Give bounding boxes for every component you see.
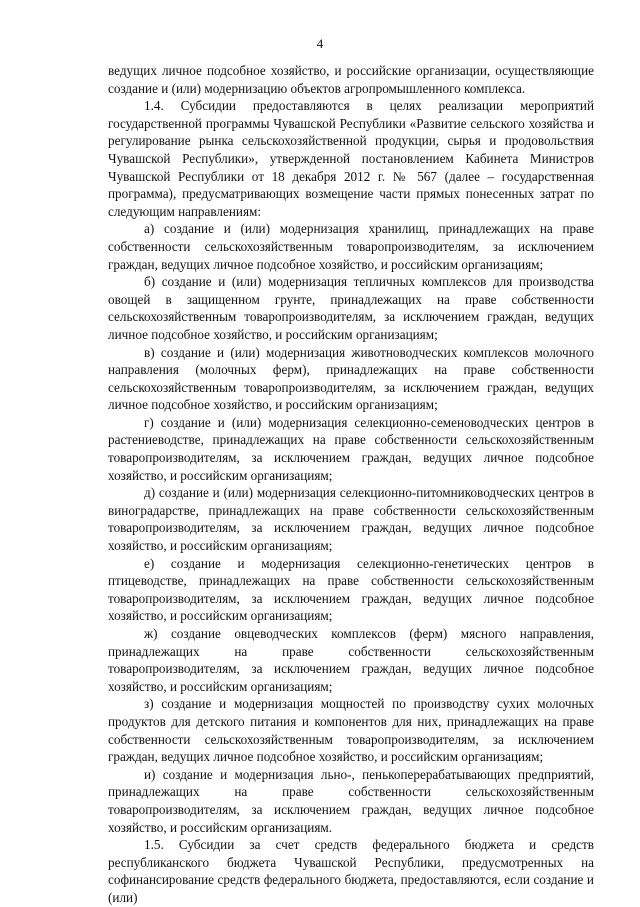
list-item-g: г) создание и (или) модернизация селекционно-семеноводческих центров в растениеводстве, принадлежащих на праве собственности сельскохозяйственным товаропроизводителям, за исключением граждан, ведущих личное подсобное хозяйство, и российским организациям; — [108, 414, 594, 483]
list-item-e: е) создание и модернизация селекционно-генетических центров в птицеводстве, принадлежащих на праве собственности сельскохозяйственным товаропроизводителям, за исключением граждан, ведущих личное подсобное хозяйство, и российским организациям; — [108, 555, 594, 624]
list-item-d: д) создание и (или) модернизация селекционно-питомниководческих центров в виноградарстве, принадлежащих на праве собственности сельскохозяйственным товаропроизводителям, за исключением граждан, ведущих личное подсобное хозяйство, и российским организациям; — [108, 485, 594, 554]
list-item-i: и) создание и модернизация льно-, пенькоперерабатывающих предприятий, принадлежащих на праве собственности сельскохозяйственным товаропроизводителям, за исключением граждан, ведущих личное подсобное хозяйство, и российским организациям. — [108, 766, 594, 835]
paragraph-intro-continuation: ведущих личное подсобное хозяйство, и российские организации, осуществляющие создание и (или) модернизацию объектов агропромышленного комплекса. — [108, 63, 594, 96]
list-item-z: з) создание и модернизация мощностей по производству сухих молочных продуктов для детского питания и компонентов для них, принадлежащих на праве собственности сельскохозяйственным товаропроизводителям, за исключением граждан, ведущих личное подсобное хозяйство, и российским организациям; — [108, 696, 594, 765]
list-item-v: в) создание и (или) модернизация животноводческих комплексов молочного направления (молочных ферм), принадлежащих на праве собственности сельскохозяйственным товаропроизводителям, за исключением граждан, ведущих личное подсобное хозяйство, и российским организациям; — [108, 344, 594, 413]
document-body — [108, 62, 594, 907]
page-number: 4 — [316, 36, 324, 51]
paragraph-1-4: 1.4. Субсидии предоставляются в целях реализации мероприятий государственной программы Чувашской Республики «Развитие сельского хозяйства и регулирование рынка сельскохозяйственной продукции, сырья и продовольствия Чувашской Республики», утвержденной постановлением Кабинета Министров Чувашской Республики от 18 декабря 2012 г. № 567 (далее – государственная программа), предусматривающих возмещение части прямых понесенных затрат по следующим направлениям: — [108, 98, 594, 219]
list-item-b: б) создание и (или) модернизация тепличных комплексов для производства овощей в защищенном грунте, принадлежащих на праве собственности сельскохозяйственным товаропроизводителям, за исключением граждан, ведущих личное подсобное хозяйство, и российским организациям; — [108, 274, 594, 342]
list-item-zh: ж) создание овцеводческих комплексов (ферм) мясного направления, принадлежащих на праве собственности сельскохозяйственным товаропроизводителям, за исключением граждан, ведущих личное подсобное хозяйство, и российским организациям; — [108, 626, 594, 694]
paragraph-1-5: 1.5. Субсидии за счет средств федерального бюджета и средств республиканского бюджета Чувашской Республики, предусмотренных на софинансирование средств федерального бюджета, предоставляются, если создание и (или) — [108, 837, 594, 905]
list-item-a: а) создание и (или) модернизация хранилищ, принадлежащих на праве собственности сельскохозяйственным товаропроизводителям, за исключением граждан, ведущих личное подсобное хозяйство, и российским организациям; — [108, 221, 594, 272]
